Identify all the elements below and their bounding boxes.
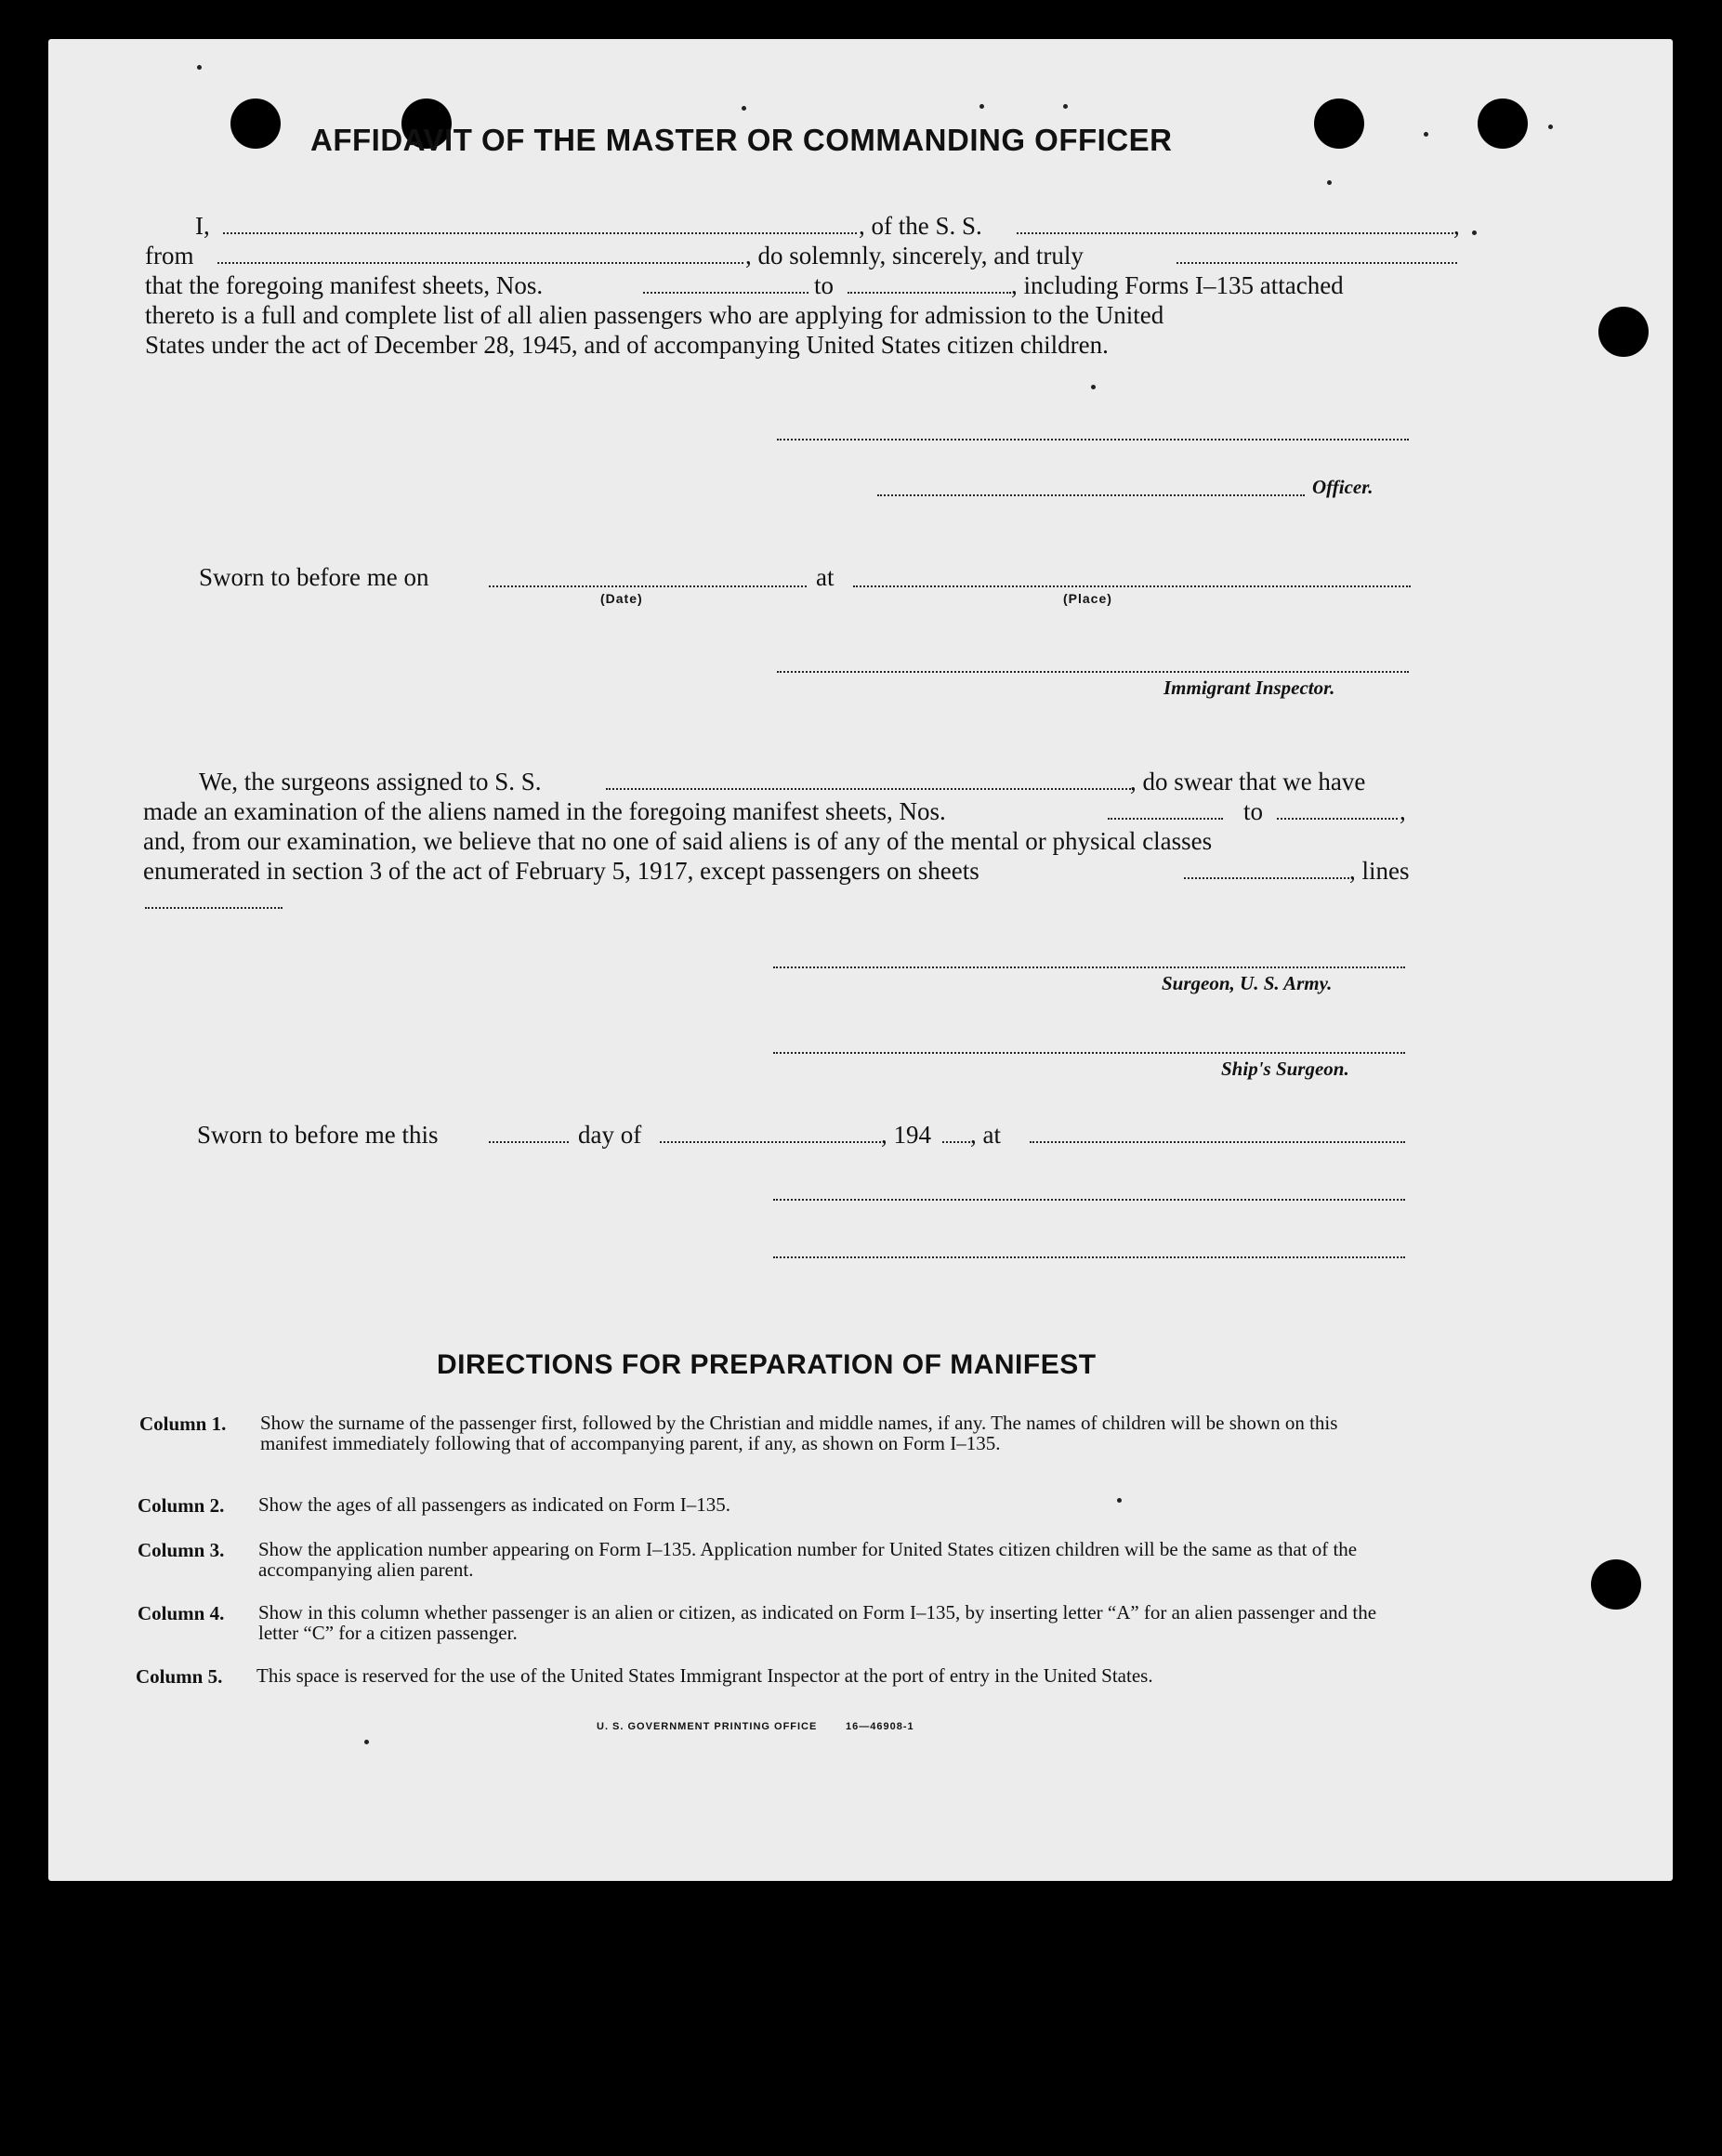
surgeons-assigned: We, the surgeons assigned to S. S. [199, 768, 542, 795]
form-code: 16—46908-1 [846, 1721, 914, 1732]
sworn-year: , 194 [881, 1121, 931, 1149]
sworn-day-of: day of [578, 1121, 642, 1149]
signature-line-a[interactable] [773, 1199, 1405, 1201]
surgeons-lines: , lines [1349, 857, 1410, 885]
sworn-place-blank-2[interactable] [1030, 1141, 1405, 1143]
signature-line-b[interactable] [773, 1256, 1405, 1258]
speck [1472, 230, 1477, 235]
column-4-label: Column 4. [138, 1602, 225, 1624]
affidavit-from: from [145, 242, 194, 270]
affidavit-of-ss: , of the S. S. [859, 212, 982, 240]
column-3-text: Show the application number appearing on Form I–135. Application number for United States citizen children will be the same as that of the accompanying alien parent. [258, 1538, 1358, 1581]
truly-blank[interactable] [1176, 262, 1457, 264]
inspector-label: Immigrant Inspector. [1163, 677, 1335, 699]
lines-blank[interactable] [145, 907, 283, 909]
surgeons-enumerated: enumerated in section 3 of the act of February 5, 1917, except passengers on sheets [143, 857, 979, 885]
surgeons-line3: and, from our examination, we believe that no one of said aliens is of any of the mental or physical classes [143, 827, 1213, 855]
column-1-label: Column 1. [139, 1413, 227, 1435]
affidavit-line4: thereto is a full and complete list of all alien passengers who are applying for admission to the United [145, 301, 1164, 329]
army-surgeon-label: Surgeon, U. S. Army. [1162, 972, 1333, 994]
sworn-place-blank[interactable] [853, 585, 1411, 587]
column-5-label: Column 5. [136, 1665, 223, 1688]
speck [364, 1740, 369, 1744]
surgeons-to: to [1243, 797, 1264, 825]
affidavit-i: I, [195, 212, 210, 240]
ship-blank[interactable] [1017, 232, 1453, 234]
speck [979, 104, 984, 109]
directions-title: DIRECTIONS FOR PREPARATION OF MANIFEST [437, 1349, 1097, 1380]
officer-label: Officer. [1312, 476, 1374, 498]
surgeons-examination: made an examination of the aliens named in the foregoing manifest sheets, Nos. [143, 797, 946, 825]
speck [1548, 125, 1553, 129]
speck [1424, 132, 1428, 137]
sworn-day-blank[interactable] [489, 1141, 569, 1143]
affidavit-title: AFFIDAVIT OF THE MASTER OR COMMANDING OFFICER [310, 123, 1173, 157]
ship-surgeon-label: Ship's Surgeon. [1221, 1058, 1349, 1080]
sworn-year-blank[interactable] [942, 1141, 970, 1143]
affidavit-comma: , [1453, 212, 1460, 240]
affidavit-including: , including Forms I–135 attached [1011, 271, 1344, 299]
speck [1327, 180, 1332, 185]
column-2-text: Show the ages of all passengers as indicated on Form I–135. [258, 1493, 730, 1516]
punch-hole-top-left [230, 99, 281, 149]
army-surgeon-signature-line[interactable] [773, 966, 1405, 968]
column-2-label: Column 2. [138, 1494, 225, 1517]
speck [1063, 104, 1068, 109]
form-page [48, 39, 1673, 1881]
punch-hole-top-right [1314, 99, 1364, 149]
affidavit-sheets: that the foregoing manifest sheets, Nos. [145, 271, 544, 299]
speck [1091, 385, 1096, 389]
punch-hole-right-upper [1598, 307, 1649, 357]
inspector-signature-line[interactable] [777, 671, 1409, 673]
name-blank[interactable] [223, 232, 857, 234]
place-caption: (Place) [1063, 591, 1112, 606]
sheet-from-blank[interactable] [643, 292, 808, 294]
sworn-at: at [816, 563, 835, 591]
surgeons-swear: , do swear that we have [1130, 768, 1366, 795]
sworn-at-2: , at [970, 1121, 1001, 1149]
column-5-text: This space is reserved for the use of the United States Immigrant Inspector at the port of entry in the United States. [256, 1664, 1153, 1687]
master-signature-line[interactable] [777, 439, 1409, 440]
surgeons-ship-blank[interactable] [606, 788, 1134, 790]
punch-hole-top-right-2 [1478, 99, 1528, 149]
officer-signature-line[interactable] [877, 494, 1305, 496]
column-1-text: Show the surname of the passenger first, followed by the Christian and middle names, if any. The names of children will be shown on this manifest immediately following that of accompanying parent, if any, as shown on Form I–135. [260, 1412, 1338, 1454]
column-4-text: Show in this column whether passenger is an alien or citizen, as indicated on Form I–135, by inserting letter “A” for an alien passenger and the letter “C” for a citizen passenger. [258, 1601, 1377, 1644]
sworn-before-on: Sworn to before me on [199, 563, 429, 591]
surgeons-sheet-from-blank[interactable] [1108, 818, 1223, 820]
date-caption: (Date) [600, 591, 643, 606]
speck [197, 65, 202, 70]
printer-imprint: U. S. GOVERNMENT PRINTING OFFICE [597, 1721, 818, 1732]
affidavit-solemnly: , do solemnly, sincerely, and truly [745, 242, 1084, 270]
punch-hole-right-lower [1591, 1559, 1641, 1610]
surgeons-sheet-to-blank[interactable] [1277, 818, 1398, 820]
speck [742, 106, 746, 111]
sworn-month-blank[interactable] [660, 1141, 881, 1143]
column-3-label: Column 3. [138, 1539, 225, 1561]
sheets-blank[interactable] [1184, 877, 1349, 879]
affidavit-to: to [814, 271, 835, 299]
from-blank[interactable] [217, 262, 743, 264]
sworn-this: Sworn to before me this [197, 1121, 439, 1149]
surgeons-comma: , [1400, 797, 1406, 825]
ship-surgeon-signature-line[interactable] [773, 1052, 1405, 1054]
affidavit-line5: States under the act of December 28, 1945, and of accompanying United States citizen children. [145, 331, 1109, 359]
sheet-to-blank[interactable] [848, 292, 1011, 294]
sworn-date-blank[interactable] [489, 585, 807, 587]
